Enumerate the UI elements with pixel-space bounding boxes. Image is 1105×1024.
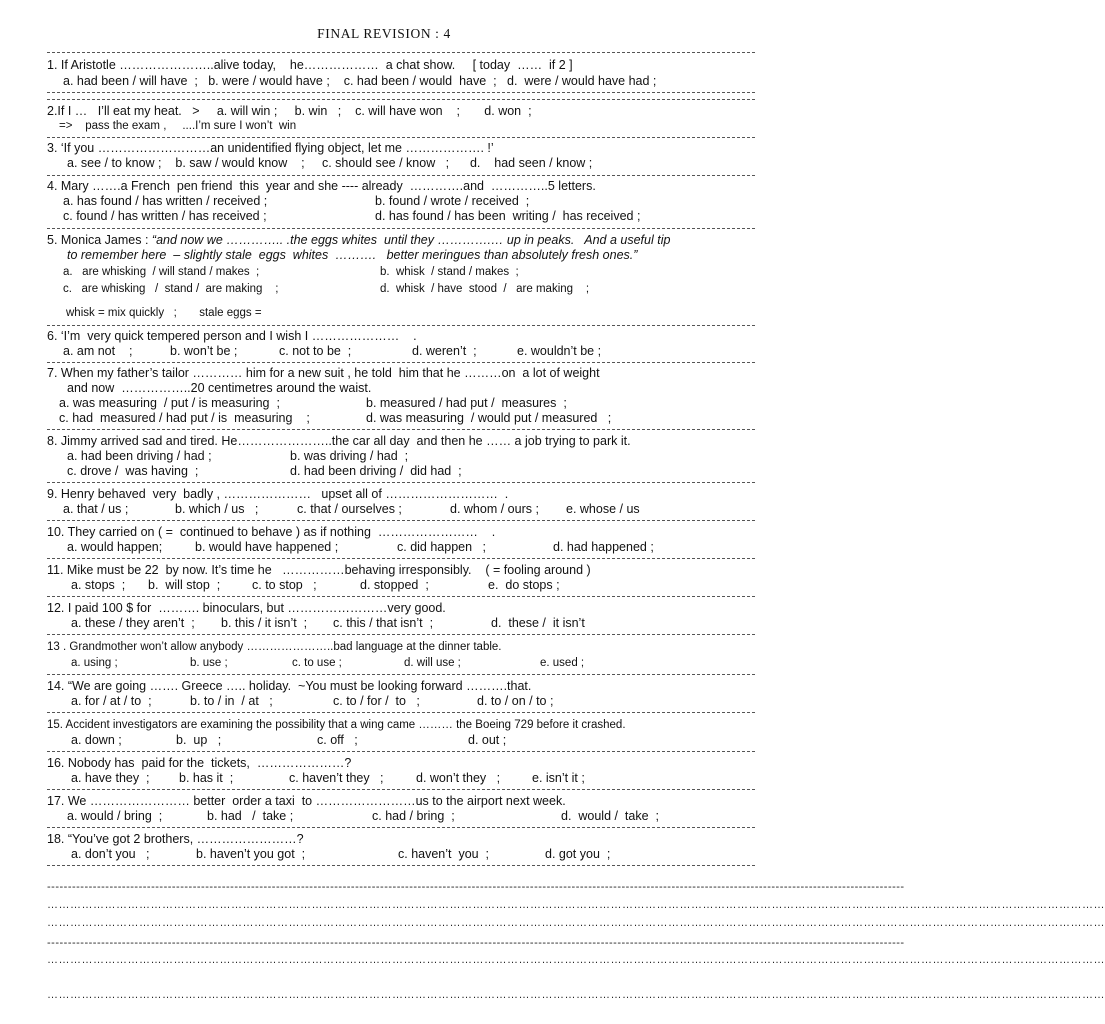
q4-stem: 4. Mary …….a French pen friend this year and she ---- already ………….and …………..5 letters.	[47, 179, 596, 193]
q12-option: a. these / they aren’t ;	[71, 616, 195, 630]
divider	[47, 712, 755, 713]
q12-option: d. these / it isn’t	[491, 616, 585, 630]
q8-option-a: a. had been driving / had ;	[67, 449, 212, 463]
page-title: FINAL REVISION : 4	[317, 26, 451, 41]
q10-option: d. had happened ;	[553, 540, 654, 554]
q4-option-d: d. has found / has been writing / has received ;	[375, 209, 641, 223]
q18-option: b. haven’t you got ;	[196, 847, 306, 861]
q16-option: e. isn’t it ;	[532, 771, 585, 785]
q13-option: b. use ;	[190, 657, 228, 669]
q7-option-a: a. was measuring / put / is measuring ;	[59, 396, 280, 410]
q9-option: a. that / us ;	[63, 502, 129, 516]
divider	[47, 482, 755, 483]
q11-option: a. stops ;	[71, 578, 126, 592]
q4-option-c: c. found / has written / has received ;	[63, 209, 267, 223]
q5-quote: “and now we ………….. .the eggs whites until they ………….… up in peaks. And a useful tip	[148, 233, 671, 247]
q13-stem: 13 . Grandmother won’t allow anybody …………………..bad language at the dinner table.	[47, 641, 502, 653]
divider	[47, 520, 755, 521]
q6-option: d. weren’t ;	[412, 344, 477, 358]
q18-option: c. haven’t you ;	[398, 847, 490, 861]
q4-option-b: b. found / wrote / received ;	[375, 194, 530, 208]
q17-stem: 17. We …………………… better order a taxi to ……………………us to the airport next week.	[47, 794, 566, 808]
q8-option-d: d. had been driving / did had ;	[290, 464, 462, 478]
q15-option: c. off ;	[317, 733, 358, 747]
answer-line: ……………………………………………………………………………………………………………………………………………………………………………………………………………………………………………………	[47, 899, 1105, 911]
q8-option-c: c. drove / was having ;	[67, 464, 199, 478]
q15-option: b. up ;	[176, 733, 222, 747]
answer-line: --------------------------------------------------------------------------------------------------------------------------------------------------------------------------------------------------------------	[47, 881, 905, 893]
q12-stem: 12. I paid 100 $ for ………. binoculars, but ……………………very good.	[47, 601, 446, 615]
q7-stem: 7. When my father’s tailor ………… him for a new suit , he told him that he ………on a lot of weight	[47, 366, 600, 380]
q12-option: b. this / it isn’t ;	[221, 616, 308, 630]
q10-stem: 10. They carried on ( = continued to behave ) as if nothing …………………… .	[47, 525, 496, 539]
q11-option: b. will stop ;	[148, 578, 221, 592]
divider	[47, 558, 755, 559]
q5-option-c: c. are whisking / stand / are making ;	[63, 283, 279, 295]
divider	[47, 827, 755, 828]
q11-option: c. to stop ;	[252, 578, 317, 592]
q5-note: whisk = mix quickly ; stale eggs =	[66, 307, 262, 319]
divider	[47, 362, 755, 363]
q5-stem-cont: to remember here – slightly stale eggs whites ………. better meringues than absolutely fresh ones.”	[67, 248, 638, 262]
q6-option: b. won’t be ;	[170, 344, 238, 358]
q1-stem: 1. If Aristotle …………………..alive today, he……………… a chat show. [ today …… if 2 ]	[47, 58, 573, 72]
divider	[47, 99, 755, 100]
answer-line: ……………………………………………………………………………………………………………………………………………………………………………………………………………………………………………………	[47, 917, 1105, 929]
q13-option: d. will use ;	[404, 657, 461, 669]
divider	[47, 751, 755, 752]
q9-option: e. whose / us	[566, 502, 640, 516]
q10-option: c. did happen ;	[397, 540, 486, 554]
divider	[47, 137, 755, 138]
q5-stem	[47, 233, 670, 248]
q7-option-c: c. had measured / had put / is measuring ;	[59, 411, 310, 425]
q16-stem: 16. Nobody has paid for the tickets, …………………?	[47, 756, 352, 770]
q1-options: a. had been / will have ; b. were / would have ; c. had been / would have ; d. were / would have had ;	[63, 74, 657, 88]
q8-option-b: b. was driving / had ;	[290, 449, 409, 463]
q7-option-d: d. was measuring / would put / measured ;	[366, 411, 612, 425]
divider	[47, 92, 755, 93]
q9-option: d. whom / ours ;	[450, 502, 539, 516]
q3-options: a. see / to know ; b. saw / would know ; c. should see / know ; d. had seen / know ;	[67, 156, 593, 170]
q11-option: d. stopped ;	[360, 578, 429, 592]
q18-option: a. don’t you ;	[71, 847, 150, 861]
q2-note: => pass the exam , ....I’m sure I won’t win	[59, 120, 297, 132]
divider	[47, 52, 755, 53]
q5-speaker: 5. Monica James :	[47, 233, 149, 247]
q16-option: a. have they ;	[71, 771, 150, 785]
q14-option: a. for / at / to ;	[71, 694, 152, 708]
q6-stem: 6. ‘I’m very quick tempered person and I wish I ………………… .	[47, 329, 417, 343]
q6-option: a. am not ;	[63, 344, 133, 358]
q14-stem: 14. “We are going ……. Greece ….. holiday. ~You must be looking forward ……….that.	[47, 679, 532, 693]
q10-option: b. would have happened ;	[195, 540, 339, 554]
q12-option: c. this / that isn’t ;	[333, 616, 434, 630]
q9-option: b. which / us ;	[175, 502, 259, 516]
divider	[47, 865, 755, 866]
divider	[47, 634, 755, 635]
q15-option: d. out ;	[468, 733, 507, 747]
q18-option: d. got you ;	[545, 847, 611, 861]
q16-option: d. won’t they ;	[416, 771, 501, 785]
divider	[47, 429, 755, 430]
q5-option-d: d. whisk / have stood / are making ;	[380, 283, 590, 295]
q14-option: d. to / on / to ;	[477, 694, 554, 708]
q11-option: e. do stops ;	[488, 578, 560, 592]
q15-option: a. down ;	[71, 733, 122, 747]
q4-option-a: a. has found / has written / received ;	[63, 194, 268, 208]
q13-option: c. to use ;	[292, 657, 342, 669]
answer-line: ……………………………………………………………………………………………………………………………………………………………………………………………………………………………………………………	[47, 989, 1105, 1001]
q5-option-a: a. are whisking / will stand / makes ;	[63, 266, 260, 278]
q10-option: a. would happen;	[67, 540, 163, 554]
q17-option: d. would / take ;	[561, 809, 659, 823]
q13-option: a. using ;	[71, 657, 118, 669]
q16-option: b. has it ;	[179, 771, 234, 785]
divider	[47, 175, 755, 176]
q17-option: b. had / take ;	[207, 809, 294, 823]
q7-stem-cont: and now ……………..20 centimetres around the waist.	[67, 381, 372, 395]
q2-stem: 2.If I … I’ll eat my heat. > a. will win ; b. win ; c. will have won ; d. won ;	[47, 104, 532, 118]
answer-line: ……………………………………………………………………………………………………………………………………………………………………………………………………………………………………………………	[47, 954, 1105, 966]
answer-line: --------------------------------------------------------------------------------------------------------------------------------------------------------------------------------------------------------------	[47, 937, 905, 949]
q3-stem: 3. ‘If you ………………………an unidentified flying object, let me ………………. !’	[47, 141, 494, 155]
divider	[47, 596, 755, 597]
q8-stem: 8. Jimmy arrived sad and tired. He…………………..the car all day and then he …… a job trying to park it.	[47, 434, 631, 448]
q5-option-b: b. whisk / stand / makes ;	[380, 266, 519, 278]
q11-stem: 11. Mike must be 22 by now. It’s time he ……………behaving irresponsibly. ( = fooling around )	[47, 563, 591, 577]
q6-option: e. wouldn’t be ;	[517, 344, 602, 358]
q14-option: b. to / in / at ;	[190, 694, 273, 708]
q17-option: a. would / bring ;	[67, 809, 163, 823]
q18-stem: 18. “You’ve got 2 brothers, ……………………?	[47, 832, 304, 846]
divider	[47, 228, 755, 229]
q7-option-b: b. measured / had put / measures ;	[366, 396, 567, 410]
q15-stem: 15. Accident investigators are examining the possibility that a wing came ……… the Boeing 729 before it crashed.	[47, 719, 626, 731]
q17-option: c. had / bring ;	[372, 809, 455, 823]
q9-option: c. that / ourselves ;	[297, 502, 402, 516]
q16-option: c. haven’t they ;	[289, 771, 384, 785]
q14-option: c. to / for / to ;	[333, 694, 420, 708]
q9-stem: 9. Henry behaved very badly , ………………… upset all of ……………………… .	[47, 487, 509, 501]
divider	[47, 325, 755, 326]
q6-option: c. not to be ;	[279, 344, 352, 358]
divider	[47, 674, 755, 675]
divider	[47, 789, 755, 790]
q13-option: e. used ;	[540, 657, 585, 669]
